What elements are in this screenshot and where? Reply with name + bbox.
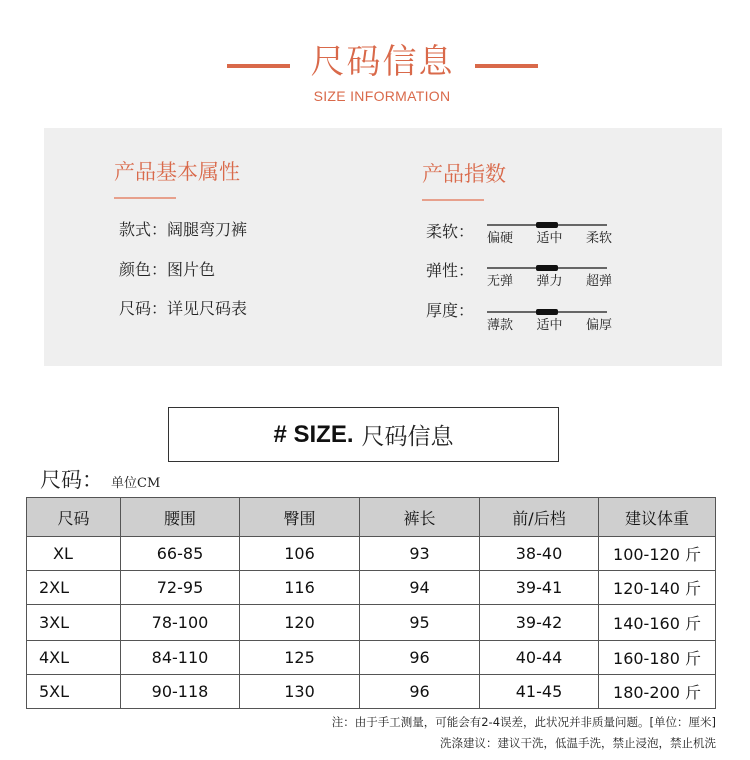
header-cell: 裤长 <box>360 498 480 537</box>
rise-cell: 39-42 <box>480 605 599 641</box>
size-cell: 3XL <box>27 605 121 641</box>
attribute-label: 尺码： <box>119 299 168 318</box>
attribute-value: 详见尺码表 <box>167 299 248 318</box>
attribute-style <box>119 219 247 241</box>
table-row <box>27 675 716 709</box>
softness-label: 柔软： <box>426 222 475 241</box>
size-table <box>26 497 716 709</box>
scale-marker <box>536 265 558 271</box>
attribute-label: 款式： <box>119 220 168 239</box>
header-left-rule <box>227 64 290 68</box>
scale-option: 无弹 <box>487 274 514 289</box>
size-hash-label: # SIZE. <box>273 420 354 448</box>
header-cell: 尺码 <box>27 498 121 537</box>
waist-cell: 78-100 <box>121 605 240 641</box>
scale-option: 柔软 <box>585 231 612 246</box>
attribute-value: 图片色 <box>167 260 216 279</box>
length-cell: 96 <box>360 675 480 709</box>
table-row <box>27 571 716 605</box>
weight-cell: 180-200 斤 <box>599 675 716 709</box>
page-title: 尺码信息 <box>310 42 455 82</box>
attributes-heading: 产品基本属性 <box>114 160 240 184</box>
scale-option: 薄款 <box>487 318 514 333</box>
attributes-heading-underline <box>114 197 176 199</box>
indices-heading-underline <box>422 199 484 201</box>
header-cell: 腰围 <box>121 498 240 537</box>
rise-cell: 39-41 <box>480 571 599 605</box>
weight-cell: 160-180 斤 <box>599 641 716 675</box>
hip-cell: 130 <box>240 675 360 709</box>
scale-marker <box>536 222 558 228</box>
waist-cell: 66-85 <box>121 537 240 571</box>
size-cell: 5XL <box>27 675 121 709</box>
hip-cell: 120 <box>240 605 360 641</box>
length-cell: 96 <box>360 641 480 675</box>
weight-cell: 120-140 斤 <box>599 571 716 605</box>
header-cell: 臀围 <box>240 498 360 537</box>
waist-cell: 90-118 <box>121 675 240 709</box>
header-cell: 前/后档 <box>480 498 599 537</box>
softness-scale <box>487 224 612 254</box>
hip-cell: 106 <box>240 537 360 571</box>
thickness-scale <box>487 311 612 341</box>
scale-option-selected: 弹力 <box>536 274 563 289</box>
scale-option-selected: 适中 <box>536 318 563 333</box>
unit-note: 单位CM <box>111 476 161 491</box>
length-cell: 94 <box>360 571 480 605</box>
table-header-row <box>27 498 716 537</box>
scale-option: 偏厚 <box>585 318 612 333</box>
attribute-label: 颜色： <box>119 260 168 279</box>
length-cell: 95 <box>360 605 480 641</box>
weight-cell: 140-160 斤 <box>599 605 716 641</box>
hip-cell: 125 <box>240 641 360 675</box>
size-cn-label: 尺码信息 <box>361 424 454 450</box>
waist-cell: 72-95 <box>121 571 240 605</box>
length-cell: 93 <box>360 537 480 571</box>
scale-option-selected: 适中 <box>536 231 563 246</box>
header-cell: 建议体重 <box>599 498 716 537</box>
hip-cell: 116 <box>240 571 360 605</box>
waist-cell: 84-110 <box>121 641 240 675</box>
page-subtitle: SIZE INFORMATION <box>313 88 451 104</box>
scale-option: 超弹 <box>585 274 612 289</box>
attribute-color <box>119 259 215 281</box>
rise-cell: 40-44 <box>480 641 599 675</box>
scale-option: 偏硬 <box>487 231 514 246</box>
attribute-size <box>119 298 247 320</box>
elasticity-label: 弹性： <box>426 261 475 280</box>
unit-row <box>40 466 160 498</box>
unit-label: 尺码： <box>40 468 103 492</box>
size-cell: 2XL <box>27 571 121 605</box>
scale-marker <box>536 309 558 315</box>
header-right-rule <box>475 64 538 68</box>
washing-note: 洗涤建议：建议干洗，低温手洗，禁止浸泡，禁止机洗 <box>440 736 716 750</box>
table-row <box>27 641 716 675</box>
weight-cell: 100-120 斤 <box>599 537 716 571</box>
product-attributes-panel <box>44 128 722 366</box>
attribute-value: 阔腿弯刀裤 <box>167 220 248 239</box>
table-row <box>27 537 716 571</box>
size-cell: 4XL <box>27 641 121 675</box>
thickness-label: 厚度： <box>426 301 475 320</box>
table-row <box>27 605 716 641</box>
size-section-banner <box>168 407 559 462</box>
measurement-note: 注：由于手工测量，可能会有2-4误差，此状况并非质量问题。[单位：厘米] <box>331 715 716 729</box>
rise-cell: 38-40 <box>480 537 599 571</box>
elasticity-scale <box>487 267 612 297</box>
size-cell: XL <box>27 537 121 571</box>
indices-heading: 产品指数 <box>422 162 506 186</box>
rise-cell: 41-45 <box>480 675 599 709</box>
